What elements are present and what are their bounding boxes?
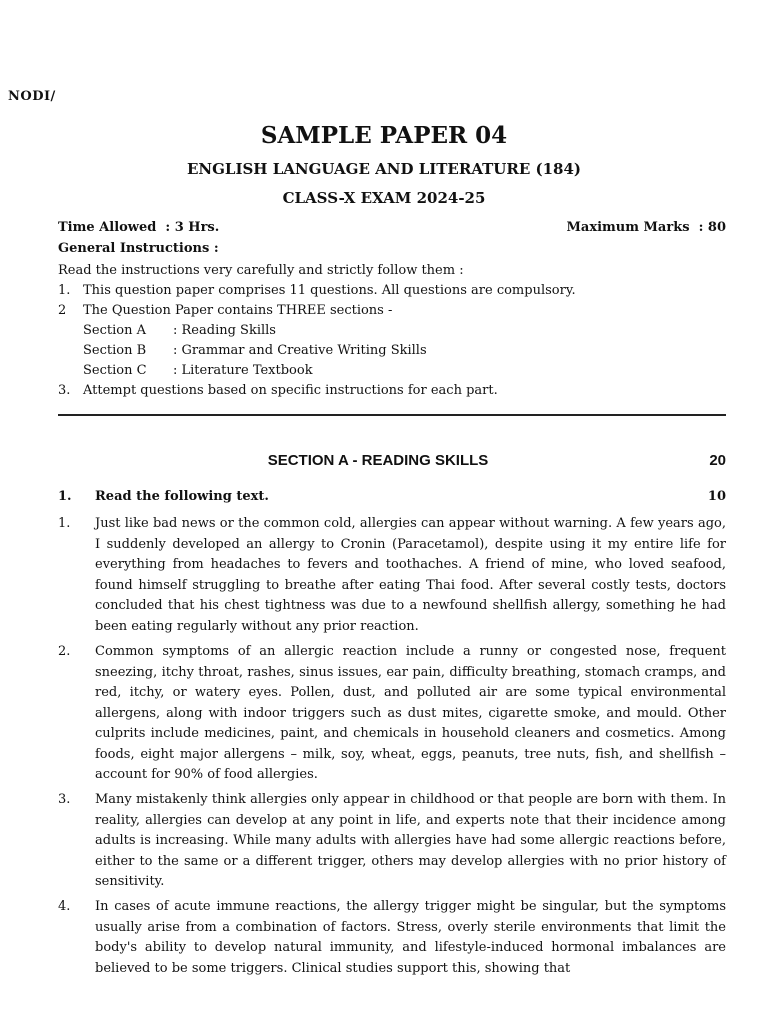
section-desc: : Grammar and Creative Writing Skills xyxy=(173,343,427,358)
paragraph-text: In cases of acute immune reactions, the allergy trigger might be singular, but the symptoms usually arise from a combination of factors. Stress, overly sterile environments that limit the body's ability to develop natural immunity, and lifestyle-induced hormonal imbalances are believed to be some triggers. Clinical studies support this, showing that xyxy=(95,899,726,976)
paragraph-number: 1. xyxy=(58,516,71,531)
passage-paragraph xyxy=(58,790,726,893)
time-allowed: Time Allowed : 3 Hrs. xyxy=(58,220,220,235)
passage-paragraph xyxy=(58,514,726,637)
paragraph-text: Common symptoms of an allergic reaction include a runny or congested nose, frequent sneezing, itchy throat, rashes, sinus issues, ear pain, difficulty breathing, stomach cramps, and red, itchy, or watery eyes. Pollen, dust, and polluted air are some typical environmental allergens, along with indoor triggers such as dust mites, cigarette smoke, and mould. Other culprits include medicines, paint, and chemicals in household cleaners and cosmetics. Among foods, eight major allergens – milk, soy, wheat, eggs, peanuts, tree nuts, fish, and shellfish – account for 90% of food allergies. xyxy=(95,644,726,782)
section-desc: : Reading Skills xyxy=(173,323,276,338)
section-desc: : Literature Textbook xyxy=(173,363,313,378)
instruction-text: Attempt questions based on specific instructions for each part. xyxy=(83,383,498,398)
exam-title: CLASS-X EXAM 2024-25 xyxy=(282,189,486,207)
divider xyxy=(58,414,726,416)
instructions-intro: Read the instructions very carefully and strictly follow them : xyxy=(58,263,464,278)
question-marks: 10 xyxy=(707,489,726,504)
time-marks-row xyxy=(58,220,726,235)
instruction-text: The Question Paper contains THREE sections - xyxy=(83,303,393,318)
section-label: Section C xyxy=(83,363,147,378)
paragraph-text: Just like bad news or the common cold, allergies can appear without warning. A few years ago, I suddenly developed an allergy to Cronin (Paracetamol), despite using it my entire life for everything from headaches to fevers and toothaches. A friend of mine, who loved seafood, found himself struggling to breathe after eating Thai food. After several costly tests, doctors concluded that his chest tightness was due to a newfound shellfish allergy, something he had been eating regularly without any prior reaction. xyxy=(95,516,726,634)
instruction-text: This question paper comprises 11 questions. All questions are compulsory. xyxy=(83,283,576,298)
maximum-marks: Maximum Marks : 80 xyxy=(566,220,726,235)
passage-paragraph xyxy=(58,897,726,979)
question-number: 1. xyxy=(58,489,72,504)
question-prompt: Read the following text. xyxy=(95,489,269,504)
section-label: Section B xyxy=(83,343,147,358)
general-instructions-heading: General Instructions : xyxy=(58,241,219,256)
instruction-number: 3. xyxy=(58,383,71,398)
paper-title: SAMPLE PAPER 04 xyxy=(260,122,508,149)
instruction-number: 2 xyxy=(58,303,67,318)
paragraph-number: 2. xyxy=(58,644,71,659)
section-list-item xyxy=(83,361,313,381)
section-marks: 20 xyxy=(709,452,726,469)
section-list-item xyxy=(83,341,427,361)
corner-tag: NODI/ xyxy=(8,89,56,104)
paragraph-number: 3. xyxy=(58,792,71,807)
paragraph-number: 4. xyxy=(58,899,71,914)
section-list-item xyxy=(83,321,276,341)
passage-paragraph xyxy=(58,642,726,786)
paragraph-text: Many mistakenly think allergies only appear in childhood or that people are born with them. In reality, allergies can develop at any point in life, and experts note that their incidence among adults is increasing. While many adults with allergies have had some allergic reactions before, either to the same or a different trigger, others may develop allergies with no prior history of sensitivity. xyxy=(95,792,726,889)
subject-title: ENGLISH LANGUAGE AND LITERATURE (184) xyxy=(186,160,582,178)
instruction-number: 1. xyxy=(58,283,71,298)
section-title: SECTION A - READING SKILLS xyxy=(267,452,489,469)
section-label: Section A xyxy=(83,323,146,338)
